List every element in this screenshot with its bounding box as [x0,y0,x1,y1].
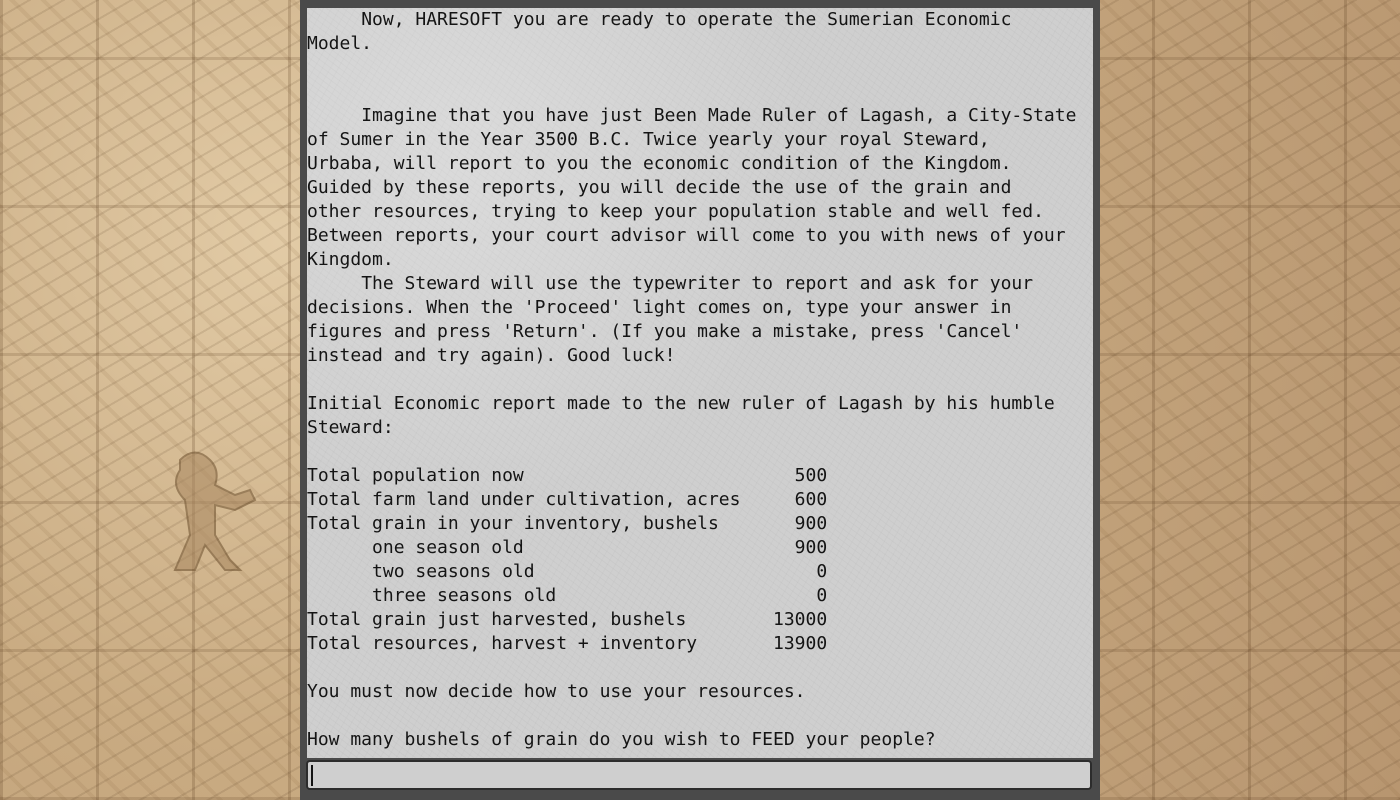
terminal-text: Now, HARESOFT you are ready to operate the Sumerian Economic Model. Imagine that you have just Been Made Ruler of Lagash, a City-State of Sumer in the Year 3500 B.C. Twice yearly your royal Steward, Urbaba, will report to you the economic condition of the Kingdom. Guided by these reports, you will decide the use of the grain and other resources, trying to keep your population stable and well fed. Between reports, your court advisor will come to you with news of your Kingdom. The Steward will use the typewriter to report and ask for your decisions. When the 'Proceed' light comes on, type your answer in figures and press 'Return'. (If you make a mistake, press 'Cancel' instead and try again). Good luck! Initial Economic report made to the new ruler of Lagash by his humble Steward: Total population now 500 Total farm land under cultivation, acres 600 Total grain in your inventory, bushels 900 one season old 900 two seasons old 0 three seasons old 0 Total grain just harvested, bushels 13000 Total resources, harvest + inventory 13900 You must now decide how to use your resources. How many bushels of grain do you wish to FEED your people? [307,9,1077,750]
text-caret [311,765,313,786]
terminal-output [307,8,1093,758]
answer-input[interactable] [306,760,1092,790]
lion-relief-figure-icon [150,440,260,580]
backdrop-right-tablet [1100,0,1400,800]
backdrop-left-tablet [0,0,300,800]
